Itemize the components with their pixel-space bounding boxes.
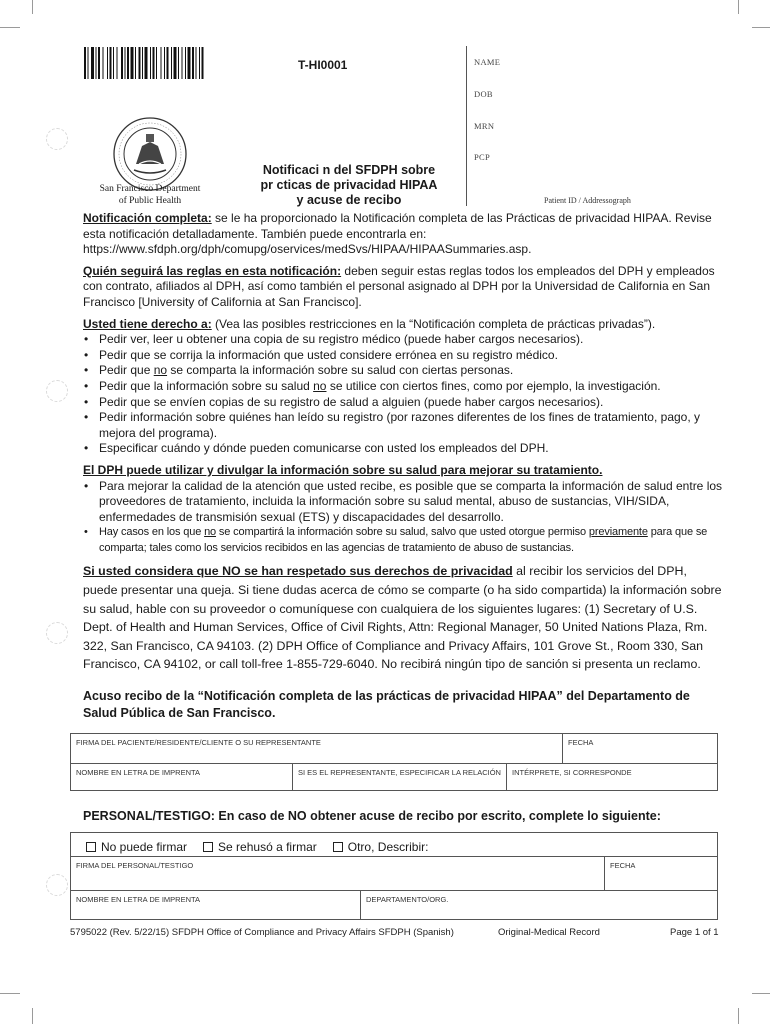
list-item: • Para mejorar la calidad de la atención que usted recibe, es posible que se comparta la información de salud entre los proveedores de tratamiento, incluida la información sobre su salud mental, abuso de sustancias, VIH/SIDA, enfermedades de transmisión sexual (ETS) y discapacidades del desarrollo. bbox=[83, 479, 723, 526]
option-label: No puede firmar bbox=[101, 840, 188, 854]
patient-field-mrn: MRN bbox=[474, 121, 495, 131]
notice-section bbox=[83, 211, 723, 258]
checkbox-icon[interactable] bbox=[203, 842, 213, 852]
document-title bbox=[236, 163, 462, 208]
patient-field-dob: DOB bbox=[474, 89, 493, 99]
patient-signature-field[interactable] bbox=[71, 734, 563, 764]
footer-page-number: Page 1 of 1 bbox=[670, 927, 719, 938]
item-emphasis: no bbox=[204, 526, 217, 539]
patient-field-name: NAME bbox=[474, 57, 501, 67]
crop-mark bbox=[32, 1008, 33, 1024]
list-item: • Especificar cuándo y dónde pueden comunicarse con usted los empleados del DPH. bbox=[83, 441, 723, 457]
punch-hole-mark bbox=[46, 874, 68, 896]
option-label: Otro, Describir: bbox=[347, 840, 429, 854]
section-heading: El DPH puede utilizar y divulgar la información sobre su salud para mejorar su tratamiento. bbox=[83, 462, 603, 477]
crop-mark bbox=[752, 27, 770, 28]
item-text: para que se comparta; tales como los servicios recibidos en las agencias de tratamiento de abuso de sustancias. bbox=[99, 526, 708, 554]
punch-hole-mark bbox=[46, 128, 68, 150]
field-label: NOMBRE EN LETRA DE IMPRENTA bbox=[76, 768, 201, 777]
staff-options bbox=[86, 840, 428, 854]
list-item: • Pedir información sobre quiénes han leído su registro (por razones diferentes de los fines de tratamiento, pago, y mejora del programa). bbox=[83, 410, 723, 441]
section-heading: Si usted considera que NO se han respetado sus derechos de privacidad bbox=[83, 564, 513, 579]
crop-mark bbox=[0, 993, 20, 994]
who-section bbox=[83, 264, 723, 311]
staff-date-field[interactable] bbox=[605, 857, 717, 891]
section-text: deben seguir estas reglas todos los empleados del DPH y empleados con contrato, afiliados al DPH, así como también el personal asignado al DPH por la Universidad de California en San Francisco [University of California at San Francisco]. bbox=[83, 263, 715, 309]
staff-print-name-field[interactable] bbox=[71, 891, 361, 919]
field-label: SI ES EL REPRESENTANTE, ESPECIFICAR LA RELACIÓN bbox=[298, 768, 501, 777]
addressograph-label: Patient ID / Addressograph bbox=[544, 196, 631, 205]
item-emphasis: no bbox=[313, 378, 327, 393]
punch-hole-mark bbox=[46, 622, 68, 644]
crop-mark bbox=[32, 0, 33, 14]
crop-mark bbox=[738, 1008, 739, 1024]
notice-body bbox=[83, 211, 723, 680]
footer-form-info: 5795022 (Rev. 5/22/15) SFDPH Office of Compliance and Privacy Affairs SFDPH (Spanish) bbox=[70, 927, 454, 938]
acknowledgment-table bbox=[70, 733, 718, 791]
option-label: Se rehusó a firmar bbox=[218, 840, 317, 854]
section-heading: Usted tiene derecho a: bbox=[83, 316, 212, 331]
item-text: se utilice con ciertos fines, como por ejemplo, la investigación. bbox=[326, 378, 661, 393]
title-line: Notificaci n del SFDPH sobre bbox=[262, 163, 436, 177]
staff-department-field[interactable] bbox=[361, 891, 717, 919]
checkbox-icon[interactable] bbox=[86, 842, 96, 852]
item-text: se comparta la información sobre su salud con ciertas personas. bbox=[167, 363, 514, 378]
crop-mark bbox=[738, 0, 739, 14]
field-label: FECHA bbox=[610, 861, 636, 870]
city-seal-icon bbox=[112, 116, 188, 192]
form-code: T-HI0001 bbox=[298, 58, 348, 72]
option-other[interactable] bbox=[333, 840, 429, 854]
dept-line: of Public Health bbox=[118, 196, 182, 206]
list-item bbox=[83, 525, 723, 556]
field-label: FIRMA DEL PACIENTE/RESIDENTE/CLIENTE O SU REPRESENTANTE bbox=[76, 738, 321, 747]
item-emphasis: no bbox=[153, 363, 168, 378]
barcode-icon bbox=[84, 47, 284, 79]
patient-print-name-field[interactable] bbox=[71, 764, 293, 790]
use-section bbox=[83, 463, 723, 557]
checkbox-icon[interactable] bbox=[333, 842, 343, 852]
department-name bbox=[78, 183, 222, 207]
rights-list bbox=[83, 332, 723, 457]
use-list bbox=[83, 479, 723, 557]
list-item bbox=[83, 379, 723, 395]
dept-line: San Francisco Department bbox=[99, 184, 201, 194]
section-heading: Notificación completa: bbox=[83, 211, 212, 225]
field-label: DEPARTAMENTO/ORG. bbox=[366, 895, 449, 904]
crop-mark bbox=[0, 27, 20, 28]
patient-date-field[interactable] bbox=[563, 734, 717, 764]
patient-field-pcp: PCP bbox=[474, 152, 491, 162]
staff-heading: PERSONAL/TESTIGO: En caso de NO obtener acuse de recibo por escrito, complete lo siguiente: bbox=[83, 809, 661, 823]
punch-hole-mark bbox=[46, 380, 68, 402]
item-emphasis: previamente bbox=[588, 526, 648, 539]
list-item: • Pedir que se corrija la información que usted considere errónea en su registro médico. bbox=[83, 348, 723, 364]
item-text: Pedir que bbox=[99, 363, 154, 378]
field-label: FECHA bbox=[568, 738, 594, 747]
staff-signature-field[interactable] bbox=[71, 857, 605, 891]
field-label: FIRMA DEL PERSONAL/TESTIGO bbox=[76, 861, 194, 870]
item-text: se compartirá la información sobre su salud, salvo que usted otorgue permiso bbox=[216, 526, 589, 539]
section-heading: Quién seguirá las reglas en esta notificación: bbox=[83, 263, 342, 278]
footer-record-type: Original-Medical Record bbox=[498, 927, 600, 938]
acknowledgment-heading: Acuso recibo de la “Notificación completa de las prácticas de privacidad HIPAA” del Departamento de Salud Pública de San Francisco. bbox=[83, 689, 690, 720]
section-text: al recibir los servicios del DPH, puede presentar una queja. Si tiene dudas acerca de cómo se comparte (o ha sido compartida) la información sobre su salud, hable con su proveedor o comuníquese con cualquiera de los siguientes lugares: (1) Secretary of U.S. Dept. of Health and Human Services, Office of Civil Rights, Attn: Regional Manager, 50 United Nations Plaza, Rm. 322, San Francisco, CA 94103. (2) DPH Office of Compliance and Privacy Affairs, 101 Grove St., Room 330, San Francisco, CA 94102, or call toll-free 1-855-729-6040. No recibirá ningún tipo de sanción si presenta un reclamo. bbox=[83, 564, 722, 672]
field-label: INTÉRPRETE, SI CORRESPONDE bbox=[512, 768, 632, 777]
list-item: • Pedir que se envíen copias de su registro de salud a alguien (puede haber cargos necesarios). bbox=[83, 395, 723, 411]
section-text: (Vea las posibles restricciones en la “Notificación completa de prácticas privadas”). bbox=[211, 316, 656, 331]
option-refused-sign[interactable] bbox=[203, 840, 317, 854]
field-label: NOMBRE EN LETRA DE IMPRENTA bbox=[76, 895, 201, 904]
title-line: y acuse de recibo bbox=[296, 193, 402, 207]
interpreter-field[interactable] bbox=[507, 764, 717, 790]
item-text: Pedir que la información sobre su salud bbox=[99, 378, 314, 393]
crop-mark bbox=[752, 993, 770, 994]
item-text: Hay casos en los que bbox=[99, 526, 205, 539]
relationship-field[interactable] bbox=[293, 764, 507, 790]
complaint-section bbox=[83, 562, 723, 674]
option-cannot-sign[interactable] bbox=[86, 840, 187, 854]
section-text: se le ha proporcionado la Notificación completa de las Prácticas de privacidad HIPAA. Revise esta notificación detalladamente. También puede encontrarla en: https://www.sfdph.org/dph/comupg/oservices/medSvs/HIPAA/HIPAASummaries.asp. bbox=[83, 211, 712, 257]
patient-box-divider bbox=[466, 46, 467, 206]
rights-section bbox=[83, 317, 723, 457]
list-item: • Pedir ver, leer u obtener una copia de su registro médico (puede haber cargos necesarios). bbox=[83, 332, 723, 348]
list-item bbox=[83, 363, 723, 379]
title-line: pr cticas de privacidad HIPAA bbox=[260, 178, 438, 192]
